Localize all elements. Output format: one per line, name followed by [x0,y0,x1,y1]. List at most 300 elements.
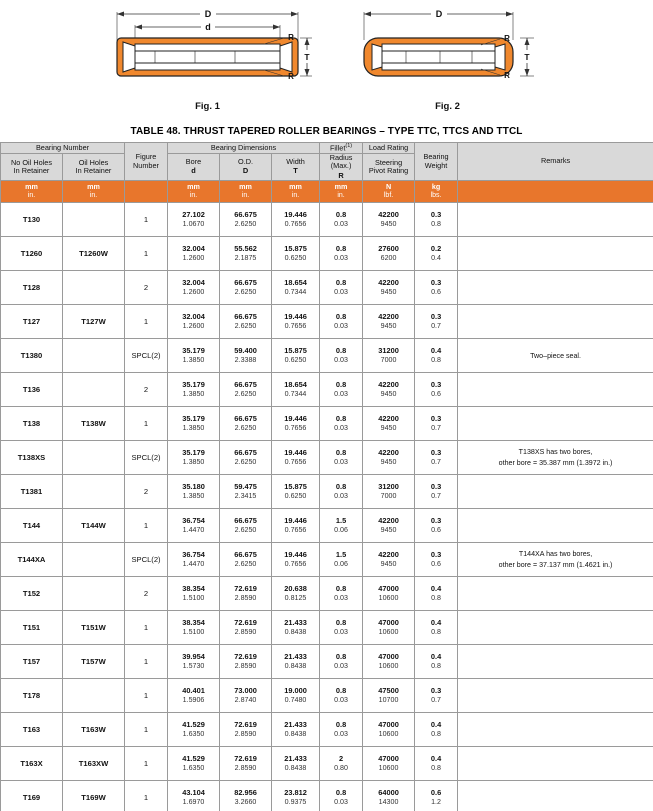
fillet-radius-in: 0.03 [334,729,348,738]
figure-number-cell-text: SPCL(2) [131,350,161,360]
bearing-weight-in: 0.8 [431,661,441,670]
remarks-cell [458,543,653,577]
svg-text:R: R [504,71,510,80]
bore-in: 1.2600 [182,321,205,330]
bore [168,407,220,441]
width-in: 0.8438 [284,763,307,772]
outer-diameter-mm: 66.675 [234,413,257,423]
bearing-number-no-oil [1,611,63,645]
remarks-cell [458,407,653,441]
outer-diameter-in: 2.3388 [234,355,257,364]
svg-text:T: T [524,52,530,62]
bearing-weight [415,237,458,271]
outer-diameter-mm: 72.619 [234,651,257,661]
figure-number-cell [125,475,168,509]
figure-number-cell-text: SPCL(2) [131,452,161,462]
remarks-cell [458,271,653,305]
fillet-radius-in: 0.03 [334,355,348,364]
width-mm: 19.446 [284,209,307,219]
header-bearing-weight [415,143,458,181]
units-oil-in: in. [89,191,98,199]
bore-mm: 38.354 [182,583,205,593]
bearing-number-no-oil-text: T1260 [20,248,43,258]
fillet-radius-mm: 0.8 [335,651,347,661]
bore-mm: 35.179 [182,413,205,423]
table-row [1,679,653,713]
units-weight [415,181,458,203]
bearing-weight [415,441,458,475]
units-width-in: in. [291,191,300,199]
bearing-number-oil [63,305,125,339]
bearing-weight [415,543,458,577]
bore [168,747,220,781]
units-od-mm: mm [239,182,252,192]
fillet-radius-in: 0.06 [334,525,348,534]
bearing-number-oil [63,373,125,407]
remarks-cell [458,509,653,543]
fillet-radius-in: 0.03 [334,627,348,636]
bearing-weight-in: 0.8 [431,355,441,364]
outer-diameter-in: 2.6250 [234,219,257,228]
fillet-radius [320,747,363,781]
width-in: 0.9375 [284,797,307,806]
header-width [272,153,320,180]
load-rating-mm: 47000 [378,719,399,729]
remarks-cell [458,373,653,407]
bearing-weight-in: 0.8 [431,729,441,738]
units-load [363,181,415,203]
load-rating [363,781,415,811]
outer-diameter [220,713,272,747]
outer-diameter-mm: 66.675 [234,379,257,389]
header-no-oil-holes-l2: In Retainer [13,165,50,175]
load-rating-in: 10600 [378,729,399,738]
load-rating [363,475,415,509]
bore-in: 1.5100 [182,627,205,636]
bearing-number-no-oil [1,781,63,811]
figure-1-drawing [95,0,320,92]
table-row [1,339,653,373]
width-mm: 21.433 [284,651,307,661]
bore-in: 1.3850 [182,457,205,466]
bearing-weight-mm: 0.3 [430,209,442,219]
bearing-number-no-oil [1,747,63,781]
bearing-number-oil-text: T169W [81,792,106,802]
outer-diameter-mm: 66.675 [234,515,257,525]
bearing-weight [415,271,458,305]
bore-mm: 32.004 [182,311,205,321]
outer-diameter-mm: 72.619 [234,583,257,593]
bore [168,679,220,713]
width-in: 0.7656 [284,321,307,330]
outer-diameter-mm: 66.675 [234,549,257,559]
bearing-weight-mm: 0.4 [430,617,442,627]
bore [168,713,220,747]
outer-diameter-in: 2.6250 [234,321,257,330]
svg-text:d: d [205,22,211,32]
header-oil-holes-l2: In Retainer [75,165,112,175]
remarks-cell [458,339,653,373]
fillet-radius-mm: 0.8 [335,583,347,593]
outer-diameter-mm: 73.000 [234,685,257,695]
load-rating-mm: 27600 [378,243,399,253]
fillet-radius [320,407,363,441]
outer-diameter-in: 2.8590 [234,763,257,772]
outer-diameter-mm: 55.562 [234,243,257,253]
load-rating-mm: 31200 [378,481,399,491]
units-remarks [458,181,653,203]
fillet-radius [320,475,363,509]
bearing-weight-in: 0.6 [431,559,441,568]
width-in: 0.8125 [284,593,307,602]
outer-diameter [220,577,272,611]
units-od [220,181,272,203]
load-rating-mm: 47000 [378,651,399,661]
bearing-weight-in: 0.8 [431,593,441,602]
outer-diameter [220,781,272,811]
units-fillet-mm: mm [334,182,348,192]
bearing-weight-mm: 0.3 [430,413,442,423]
bearing-weight-in: 0.7 [431,321,441,330]
fillet-radius [320,543,363,577]
outer-diameter-mm: 66.675 [234,277,257,287]
header-no-oil-holes-l1: No Oil Holes [11,157,52,167]
load-rating-in: 9450 [380,559,397,568]
bearing-number-no-oil [1,475,63,509]
fillet-radius-in: 0.03 [334,219,348,228]
fillet-radius-mm: 0.8 [335,209,347,219]
load-rating-mm: 47000 [378,753,399,763]
outer-diameter-mm: 66.675 [234,447,257,457]
load-rating [363,679,415,713]
load-rating-in: 9450 [380,321,397,330]
remarks-line: Two–piece seal. [530,351,581,360]
bearing-number-no-oil [1,305,63,339]
bearing-number-no-oil-text: T138XS [17,452,46,462]
units-bore-in: in. [189,191,198,199]
load-rating [363,713,415,747]
width-in: 0.7656 [284,423,307,432]
width-mm: 21.433 [284,617,307,627]
bearing-number-oil [63,237,125,271]
table-row [1,305,653,339]
width-mm: 19.446 [284,413,307,423]
width [272,577,320,611]
bearing-weight [415,339,458,373]
bearing-number-no-oil-text: T144XA [17,554,46,564]
figure-number-cell [125,203,168,237]
header-steering-l1: Steering [374,157,403,167]
width-in: 0.7656 [284,559,307,568]
outer-diameter-in: 2.6250 [234,457,257,466]
outer-diameter-in: 2.6250 [234,287,257,296]
remarks-cell [458,645,653,679]
bore [168,373,220,407]
header-group-row [1,143,653,154]
fillet-radius [320,271,363,305]
table-row [1,713,653,747]
bearing-weight-in: 1.2 [431,797,441,806]
table-row [1,441,653,475]
table-row [1,543,653,577]
bore-in: 1.4470 [182,559,205,568]
svg-text:R: R [288,33,294,42]
bore-in: 1.5100 [182,593,205,602]
bearing-number-no-oil [1,237,63,271]
outer-diameter-mm: 66.675 [234,311,257,321]
table-row [1,203,653,237]
bore [168,645,220,679]
bore-mm: 40.401 [182,685,205,695]
figures-section [0,0,653,120]
svg-text:R: R [504,34,510,43]
width [272,747,320,781]
width-mm: 21.433 [284,753,307,763]
bearing-number-oil [63,679,125,713]
table-row [1,509,653,543]
units-bore-mm: mm [187,182,200,192]
header-load-rating: Load Rating [363,143,415,154]
remarks-line: T144XA has two bores, [518,550,593,559]
remarks-cell [458,611,653,645]
bearing-weight [415,747,458,781]
outer-diameter-in: 2.6250 [234,525,257,534]
bearing-weight-mm: 0.3 [430,311,442,321]
bearing-number-no-oil-text: T169 [22,792,41,802]
figure-number-cell-text: 1 [143,418,149,428]
width-in: 0.7656 [284,525,307,534]
bearing-number-no-oil [1,679,63,713]
bore [168,543,220,577]
load-rating [363,203,415,237]
outer-diameter [220,339,272,373]
figure-number-cell [125,237,168,271]
outer-diameter-in: 2.8590 [234,661,257,670]
units-weight-kg: kg [431,182,441,192]
load-rating-mm: 42200 [378,379,399,389]
header-fillet-radius-l1: Radius [329,152,353,162]
units-oil [63,181,125,203]
width-mm: 15.875 [284,243,307,253]
header-units-row [1,181,653,203]
header-od [220,153,272,180]
remarks-cell [458,747,653,781]
width [272,407,320,441]
width [272,781,320,811]
figure-number-cell-text: 2 [143,588,149,598]
header-figure-number [125,143,168,181]
width-mm: 15.875 [284,345,307,355]
bore-mm: 35.179 [182,379,205,389]
figure-2-caption: Fig. 2 [435,101,460,112]
load-rating [363,577,415,611]
load-rating-in: 10600 [378,593,399,602]
outer-diameter-in: 2.3415 [234,491,257,500]
units-weight-lbs: lbs. [430,191,442,199]
bearing-number-oil [63,407,125,441]
width-mm: 18.654 [284,277,307,287]
figure-number-cell [125,747,168,781]
figure-number-cell [125,441,168,475]
outer-diameter [220,441,272,475]
fillet-radius-mm: 0.8 [335,481,347,491]
bearing-weight-in: 0.7 [431,491,441,500]
bearing-number-no-oil-text: T136 [22,384,41,394]
load-rating [363,237,415,271]
table-body [1,203,653,811]
header-bore-symbol: d [191,166,196,176]
bearing-number-oil-text: T1260W [79,248,108,258]
header-bore [168,153,220,180]
fillet-radius-mm: 1.5 [335,515,347,525]
header-width-symbol: T [293,166,298,176]
table-row [1,645,653,679]
width-in: 0.7656 [284,457,307,466]
units-load-lbf: lbf. [383,191,394,199]
bearing-number-no-oil [1,713,63,747]
figure-number-cell-text: 1 [143,758,149,768]
bearing-weight [415,781,458,811]
bore-mm: 35.179 [182,345,205,355]
header-fillet-radius-l2: (Max.) [330,161,352,171]
table-row [1,577,653,611]
load-rating [363,543,415,577]
bearing-weight-in: 0.6 [431,525,441,534]
bore [168,237,220,271]
fillet-radius [320,441,363,475]
bearing-number-no-oil [1,645,63,679]
remarks-cell [458,237,653,271]
bearing-weight [415,645,458,679]
load-rating [363,747,415,781]
bearing-number-oil [63,645,125,679]
bore-in: 1.5730 [182,661,205,670]
header-figure-number-l1: Figure [135,152,157,162]
load-rating-mm: 64000 [378,787,399,797]
header-fillet-symbol: R [338,170,344,180]
header-oil-holes-l1: Oil Holes [78,157,109,167]
bearing-number-oil-text: T144W [81,520,106,530]
bearing-weight [415,713,458,747]
width-in: 0.7344 [284,389,307,398]
width [272,373,320,407]
figure-number-cell-text: 1 [143,792,149,802]
bore [168,577,220,611]
bearing-number-oil-text: T163XW [78,758,109,768]
load-rating-in: 10600 [378,661,399,670]
figure-number-cell-text: 1 [143,520,149,530]
bearing-number-no-oil-text: T128 [22,282,41,292]
header-remarks: Remarks [458,143,653,181]
header-width-label: Width [286,157,305,166]
bearing-number-oil [63,509,125,543]
fillet-radius [320,645,363,679]
load-rating [363,339,415,373]
figure-number-cell-text: 1 [143,656,149,666]
header-oil-holes [63,153,125,180]
table-title: TABLE 48. THRUST TAPERED ROLLER BEARINGS – TYPE TTC, TTCS AND TTCL [130,126,523,137]
bearing-weight-mm: 0.3 [430,379,442,389]
bearing-weight [415,577,458,611]
figure-number-cell [125,781,168,811]
remarks-cell [458,781,653,811]
bearing-number-oil [63,781,125,811]
table-row [1,407,653,441]
bore-mm: 36.754 [182,549,205,559]
fillet-radius-mm: 0.8 [335,787,347,797]
outer-diameter-mm: 72.619 [234,753,257,763]
bearing-weight-in: 0.8 [431,219,441,228]
bearing-number-no-oil [1,203,63,237]
bearing-number-oil [63,203,125,237]
fillet-radius-mm: 0.8 [335,617,347,627]
fillet-radius-in: 0.03 [334,457,348,466]
table-head [1,143,653,203]
load-rating-mm: 47500 [378,685,399,695]
bore-mm: 36.754 [182,515,205,525]
fillet-radius-mm: 0.8 [335,311,347,321]
figure-number-cell-text: 1 [143,724,149,734]
outer-diameter [220,611,272,645]
fillet-radius-in: 0.03 [334,797,348,806]
width-in: 0.8438 [284,627,307,636]
bearing-weight-in: 0.7 [431,423,441,432]
bearing-number-no-oil-text: T163X [20,758,43,768]
remarks-cell [458,203,653,237]
bore [168,611,220,645]
bearing-weight-mm: 0.3 [430,481,442,491]
load-rating-mm: 31200 [378,345,399,355]
bore-mm: 32.004 [182,277,205,287]
load-rating [363,407,415,441]
fillet-radius-mm: 0.8 [335,243,347,253]
width [272,305,320,339]
remarks-cell [458,713,653,747]
fillet-radius [320,203,363,237]
load-rating-mm: 42200 [378,413,399,423]
outer-diameter-mm: 72.619 [234,617,257,627]
figure-number-cell-text: 1 [143,248,149,258]
bearing-number-oil [63,611,125,645]
fillet-radius-in: 0.03 [334,593,348,602]
figure-number-cell-text: 1 [143,690,149,700]
table-row [1,747,653,781]
fillet-radius-mm: 0.8 [335,277,347,287]
width [272,339,320,373]
outer-diameter [220,305,272,339]
units-no-oil-in: in. [27,191,36,199]
width-mm: 15.875 [284,481,307,491]
load-rating-in: 9450 [380,423,397,432]
bore-in: 1.6970 [182,797,205,806]
units-no-oil-mm: mm [25,182,38,192]
load-rating-in: 10700 [378,695,399,704]
outer-diameter-in: 2.6250 [234,559,257,568]
width [272,441,320,475]
fillet-radius [320,237,363,271]
outer-diameter-in: 2.8590 [234,627,257,636]
width-in: 0.6250 [284,253,307,262]
load-rating-mm: 42200 [378,515,399,525]
width-mm: 19.000 [284,685,307,695]
load-rating-in: 7000 [380,355,397,364]
bore-in: 1.4470 [182,525,205,534]
bearing-number-no-oil [1,407,63,441]
outer-diameter-mm: 82.956 [234,787,257,797]
bearing-number-no-oil-text: T1380 [20,350,43,360]
load-rating-in: 9450 [380,457,397,466]
bearing-number-no-oil-text: T127 [22,316,41,326]
